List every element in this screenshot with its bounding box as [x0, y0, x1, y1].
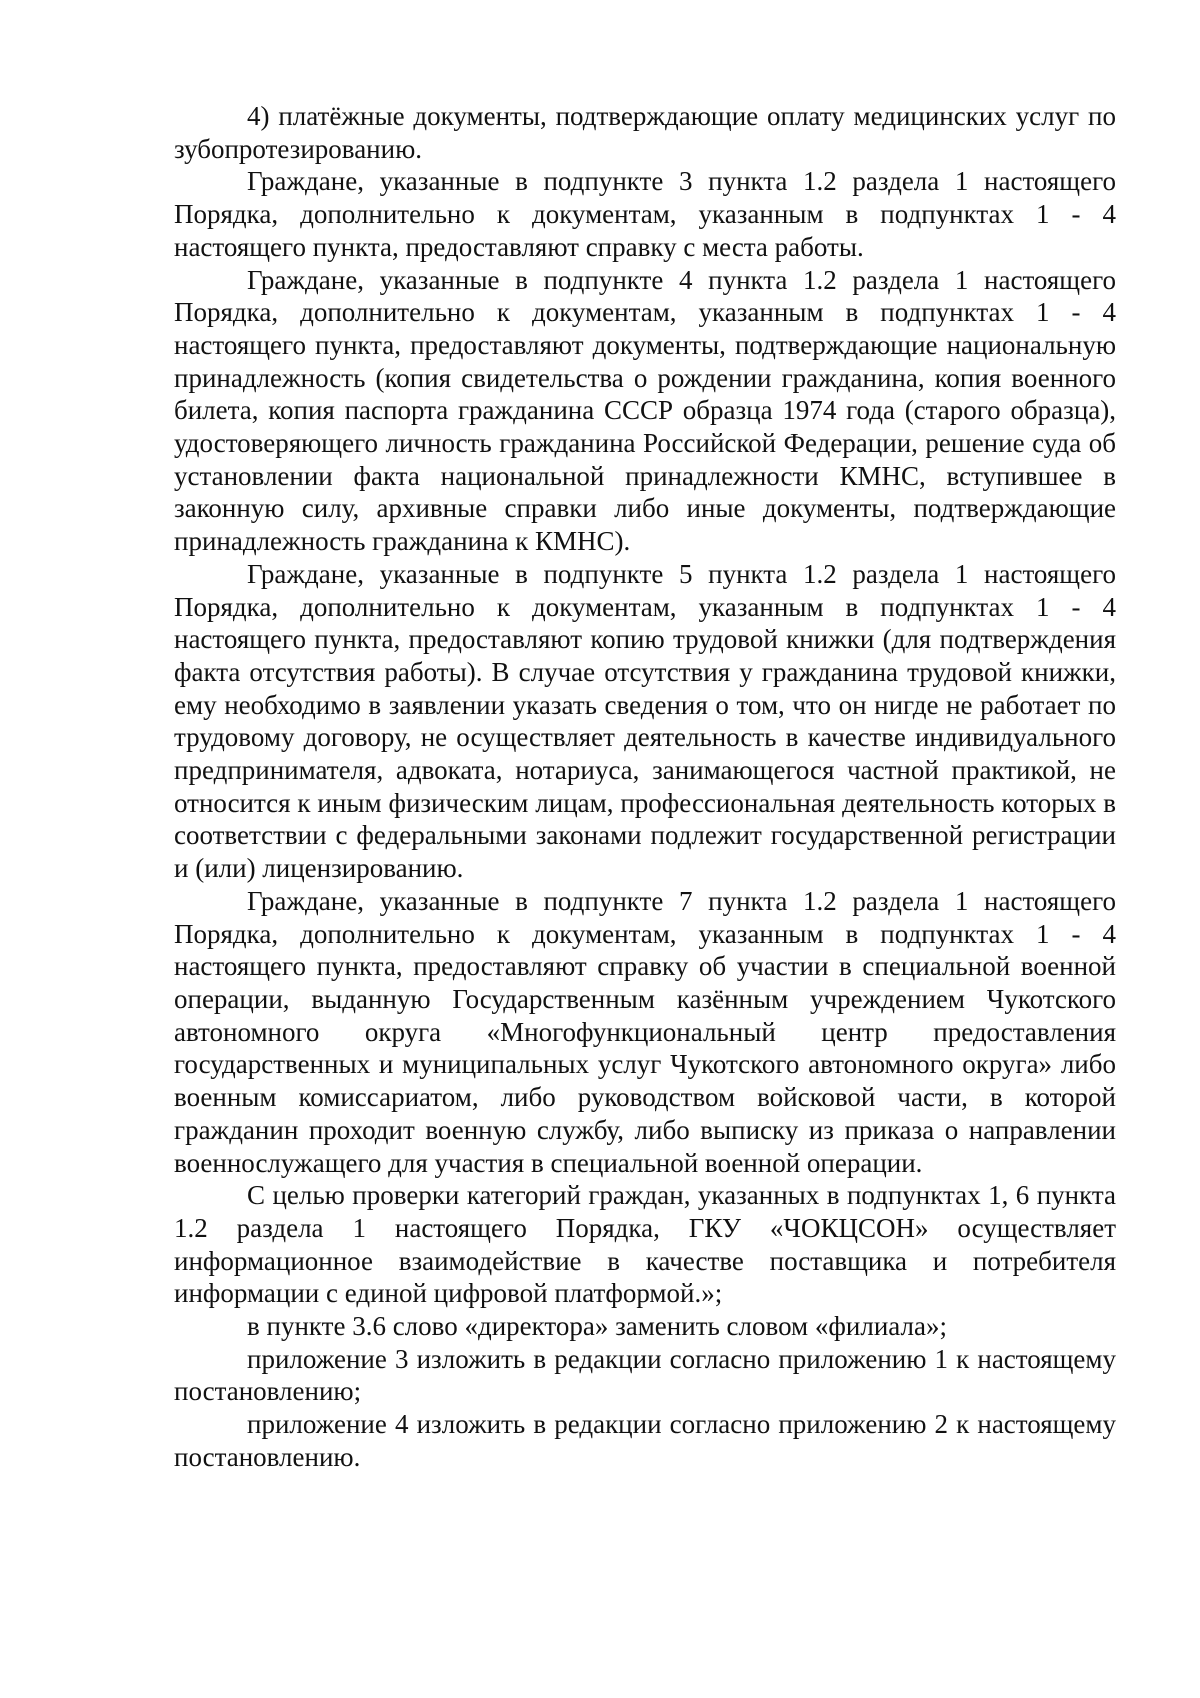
paragraph-subclause-4: Граждане, указанные в подпункте 4 пункта 1.2 раздела 1 настоящего Порядка, дополнительно к документам, указанным в подпунктах 1 - 4 настоящего пункта, предоставляют документы, подтверждающие национальную принадлежность (копия свидетельства о рождении гражданина, копия военного билета, копия паспорта гражданина СССР образца 1974 года (старого образца), удостоверяющего личность гражданина Российской Федерации, решение суда об установлении факта национальной принадлежности КМНС, вступившее в законную силу, архивные справки либо иные документы, подтверждающие принадлежность гражданина к КМНС). — [174, 264, 1116, 557]
paragraph-payment-documents: 4) платёжные документы, подтверждающие оплату медицинских услуг по зубопротезированию. — [174, 101, 1116, 164]
paragraph-verification: С целью проверки категорий граждан, указанных в подпунктах 1, 6 пункта 1.2 раздела 1 настоящего Порядка, ГКУ «ЧОКЦСОН» осуществляет информационное взаимодействие в качестве поставщика и потребителя информации с единой цифровой платформой.»; — [174, 1180, 1116, 1309]
paragraph-subclause-7: Граждане, указанные в подпункте 7 пункта 1.2 раздела 1 настоящего Порядка, дополнительно к документам, указанным в подпунктах 1 - 4 настоящего пункта, предоставляют справку об участии в специальной военной операции, выданную Государственным казённым учреждением Чукотского автономного округа «Многофункциональный центр предоставления государственных и муниципальных услуг Чукотского автономного округа» либо военным комиссариатом, либо руководством войсковой части, в которой гражданин проходит военную службу, либо выписку из приказа о направлении военнослужащего для участия в специальной военной операции. — [174, 885, 1116, 1178]
paragraph-appendix-4: приложение 4 изложить в редакции согласно приложению 2 к настоящему постановлению. — [174, 1409, 1116, 1472]
paragraph-clause-3-6: в пункте 3.6 слово «директора» заменить словом «филиала»; — [247, 1311, 947, 1342]
paragraph-appendix-3: приложение 3 изложить в редакции согласно приложению 1 к настоящему постановлению; — [174, 1343, 1116, 1407]
paragraph-subclause-3: Граждане, указанные в подпункте 3 пункта 1.2 раздела 1 настоящего Порядка, дополнительно к документам, указанным в подпунктах 1 - 4 настоящего пункта, предоставляют справку с места работы. — [174, 166, 1116, 262]
document-page — [174, 100, 1116, 1474]
paragraph-subclause-5: Граждане, указанные в подпункте 5 пункта 1.2 раздела 1 настоящего Порядка, дополнительно к документам, указанным в подпунктах 1 - 4 настоящего пункта, предоставляют копию трудовой книжки (для подтверждения факта отсутствия работы). В случае отсутствия у гражданина трудовой книжки, ему необходимо в заявлении указать сведения о том, что он нигде не работает по трудовому договору, не осуществляет деятельность в качестве индивидуального предпринимателя, адвоката, нотариуса, занимающегося частной практикой, не относится к иным физическим лицам, профессиональная деятельность которых в соответствии с федеральными законами подлежит государственной регистрации и (или) лицензированию. — [174, 558, 1116, 884]
